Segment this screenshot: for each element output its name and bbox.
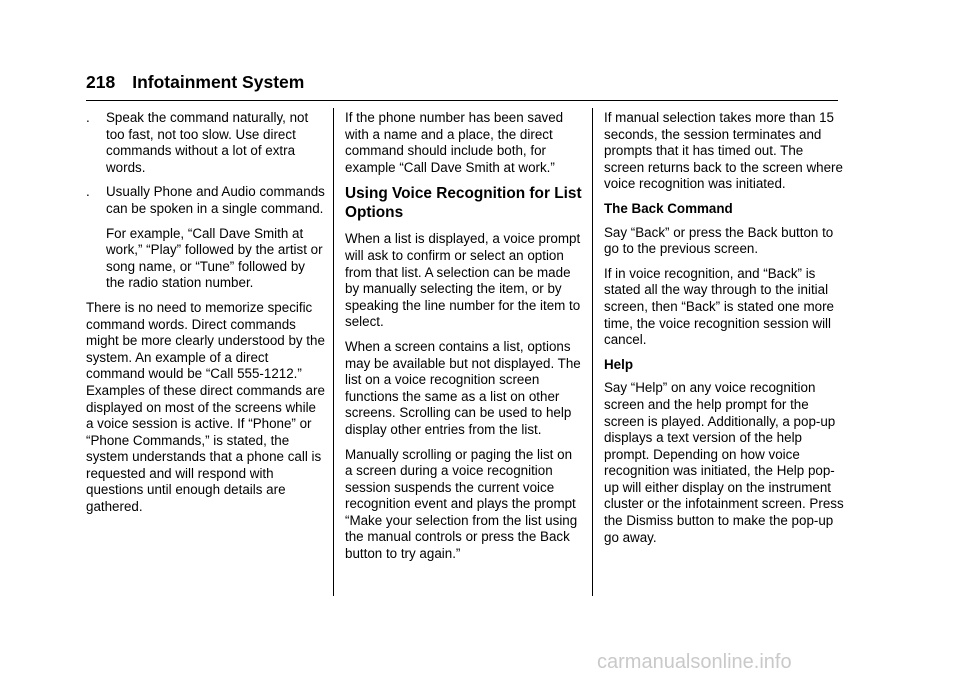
paragraph: Manually scrolling or paging the list on a screen during a voice recognition session suspends the current voice recognition event and plays the prompt “Make your selection from the list using the manual controls or press the Back button to try again.” bbox=[345, 446, 578, 562]
bullet-mark: . bbox=[86, 110, 90, 125]
bullet-example-paragraph: For example, “Call Dave Smith at work,” “Play” followed by the artist or song name, or “Tune” followed by the radio station number. bbox=[106, 225, 323, 291]
column-divider-left bbox=[333, 108, 334, 596]
page-number: 218 bbox=[86, 72, 116, 92]
page-title: Infotainment System bbox=[132, 72, 305, 92]
paragraph: There is no need to memorize specific command words. Direct commands might be more clearly understood by the system. An example of a direct command would be “Call 555-1212.” Examples of these direct commands are displayed on most of the screens while a voice session is active. If “Phone” or “Phone Commands,” is stated, the system understands that a phone call is requested and will respond with questions until enough details are gathered. bbox=[86, 299, 325, 515]
page-header bbox=[86, 70, 304, 94]
sub-heading-help: Help bbox=[604, 356, 634, 372]
header-rule bbox=[86, 100, 838, 101]
section-heading: Using Voice Recognition for List Options bbox=[345, 185, 582, 222]
paragraph: If the phone number has been saved with a name and a place, the direct command should include both, for example “Call Dave Smith at work.” bbox=[345, 110, 564, 175]
paragraph: When a list is displayed, a voice prompt will ask to confirm or select an option from that list. A selection can be made by manually selecting the item, or by speaking the line number for the item to select. bbox=[345, 231, 581, 330]
bullet-text: Speak the command naturally, not too fast, not too slow. Use direct commands without a lot of extra words. bbox=[106, 110, 309, 175]
bullet-mark: . bbox=[86, 184, 90, 200]
column-middle bbox=[345, 110, 583, 571]
column-left bbox=[86, 110, 326, 524]
paragraph: If manual selection takes more than 15 seconds, the session terminates and prompts that it has timed out. The screen returns back to the screen where voice recognition was initiated. bbox=[604, 110, 843, 192]
paragraph: If in voice recognition, and “Back” is stated all the way through to the initial screen, then “Back” is stated one more time, the voice recognition session will cancel. bbox=[604, 265, 834, 348]
bullet-text: Usually Phone and Audio commands can be spoken in a single command. bbox=[106, 184, 325, 216]
column-right bbox=[604, 110, 844, 554]
bullet-item bbox=[86, 110, 326, 176]
paragraph: Say “Back” or press the Back button to go to the previous screen. bbox=[604, 224, 834, 257]
sub-heading-back-command: The Back Command bbox=[604, 200, 733, 216]
watermark: carmanualsonline.info bbox=[597, 651, 792, 673]
column-divider-right bbox=[592, 108, 593, 596]
paragraph: When a screen contains a list, options may be available but not displayed. The list on a voice recognition screen functions the same as a list on other screens. Scrolling can be used to help display other entries from the list. bbox=[345, 338, 581, 437]
bullet-item bbox=[86, 184, 326, 217]
paragraph: Say “Help” on any voice recognition screen and the help prompt for the screen is played. Additionally, a pop-up displays a text version of the help prompt. Depending on how voice recognition was initiated, the Help pop-up will either display on the instrument cluster or the infotainment screen. Press the Dismiss button to make the pop-up go away. bbox=[604, 380, 844, 545]
